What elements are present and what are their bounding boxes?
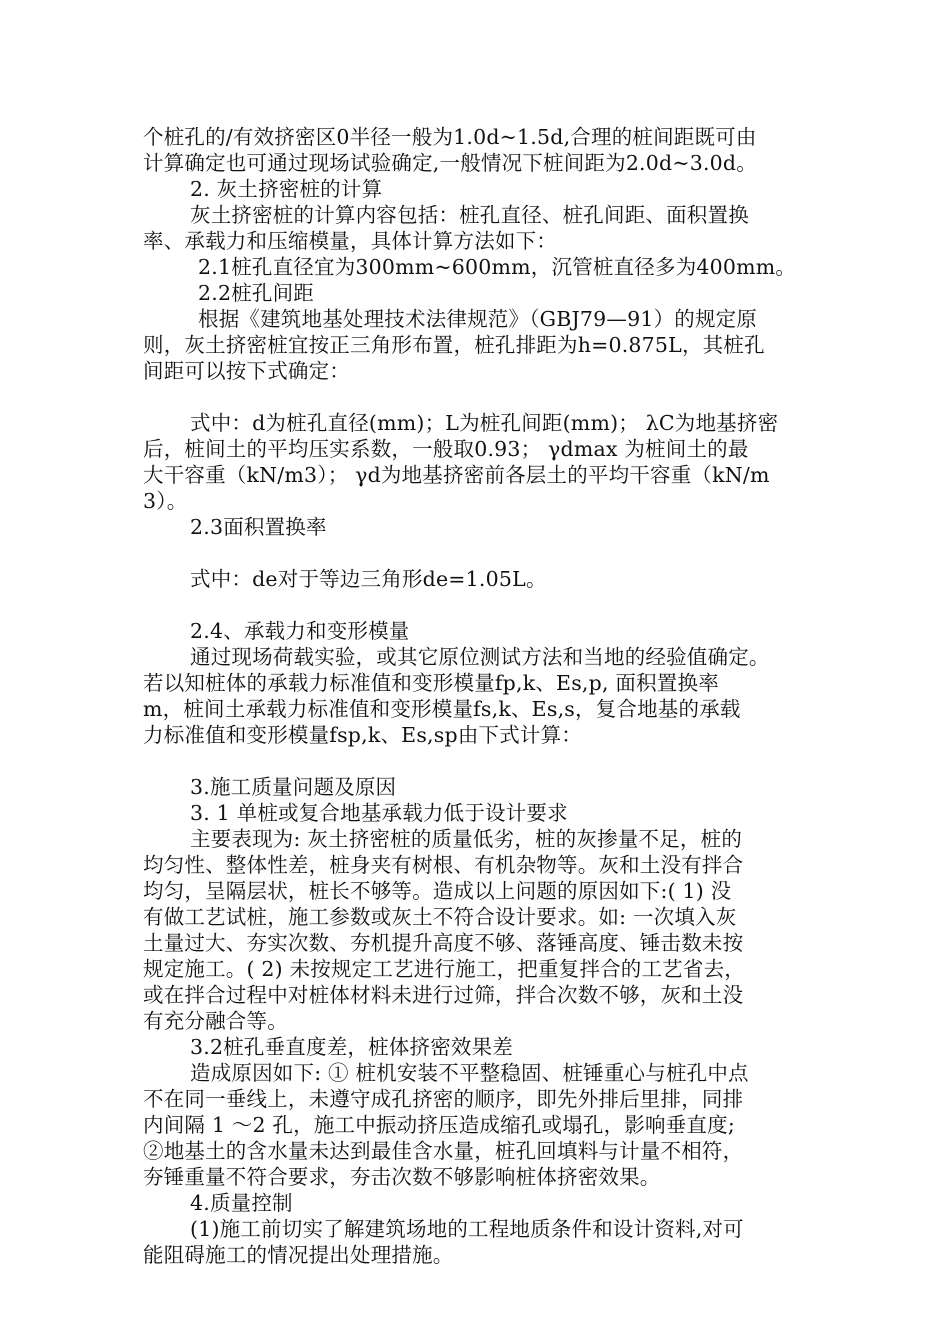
section-heading: 4.质量控制 <box>190 1191 293 1215</box>
section-heading: 2.4、承载力和变形模量 <box>190 619 410 643</box>
text-line: 式中：de对于等边三角形de=1.05L。 <box>190 567 547 591</box>
text-line: 后，桩间土的平均压实系数，一般取0.93； γdmax 为桩间土的最 <box>143 437 749 461</box>
text-line: 3）。 <box>143 489 188 513</box>
text-line: 率、承载力和压缩模量，具体计算方法如下： <box>143 229 557 253</box>
text-line: 均匀性、整体性差，桩身夹有树根、有机杂物等。灰和土没有拌合 <box>143 853 744 877</box>
text-line: 均匀，呈隔层状，桩长不够等。造成以上问题的原因如下:( 1) 没 <box>143 879 732 903</box>
section-heading: 2.2桩孔间距 <box>198 281 315 305</box>
text-line: 个桩孔的/有效挤密区0半径一般为1.0d~1.5d,合理的桩间距既可由 <box>143 125 757 149</box>
text-line: 规定施工。( 2) 未按规定工艺进行施工，把重复拌合的工艺省去， <box>143 957 745 981</box>
text-line: 若以知桩体的承载力标准值和变形模量fp,k、Es,p, 面积置换率 <box>143 671 719 695</box>
text-line: 大干容重（kN/m3）； γd为地基挤密前各层土的平均干容重（kN/m <box>143 463 770 487</box>
text-line: 能阻碍施工的情况提出处理措施。 <box>143 1243 454 1267</box>
text-line: 根据《建筑地基处理技术法律规范》（GBJ79—91）的规定原 <box>198 307 758 331</box>
text-line: 或在拌合过程中对桩体材料未进行过筛，拌合次数不够，灰和土没 <box>143 983 744 1007</box>
section-heading: 3.2桩孔垂直度差，桩体挤密效果差 <box>190 1035 514 1059</box>
section-heading: 2. 灰土挤密桩的计算 <box>190 177 383 201</box>
text-line: 夯锤重量不符合要求，夯击次数不够影响桩体挤密效果。 <box>143 1165 661 1189</box>
section-heading: 3.施工质量问题及原因 <box>190 775 397 799</box>
text-line: 则，灰土挤密桩宜按正三角形布置，桩孔排距为h=0.875L，其桩孔 <box>143 333 765 357</box>
text-line: 2.1桩孔直径宜为300mm~600mm，沉管桩直径多为400mm。 <box>198 255 797 279</box>
text-line: (1)施工前切实了解建筑场地的工程地质条件和设计资料,对可 <box>190 1217 744 1241</box>
text-line: 力标准值和变形模量fsp,k、Es,sp由下式计算： <box>143 723 583 747</box>
text-line: 有充分融合等。 <box>143 1009 288 1033</box>
text-line: 通过现场荷载实验，或其它原位测试方法和当地的经验值确定。 <box>190 645 770 669</box>
text-line: 灰土挤密桩的计算内容包括：桩孔直径、桩孔间距、面积置换 <box>190 203 749 227</box>
text-line: m，桩间土承载力标准值和变形模量fs,k、Es,s，复合地基的承载 <box>143 697 741 721</box>
section-heading: 3. 1 单桩或复合地基承载力低于设计要求 <box>190 801 568 825</box>
text-line: ②地基土的含水量未达到最佳含水量，桩孔回填料与计量不相符， <box>143 1139 744 1163</box>
text-line: 间距可以按下式确定： <box>143 359 350 383</box>
text-line: 不在同一垂线上，未遵守成孔挤密的顺序，即先外排后里排，同排 <box>143 1087 744 1111</box>
text-line: 造成原因如下: ① 桩机安装不平整稳固、桩锤重心与桩孔中点 <box>190 1061 749 1085</box>
text-line: 计算确定也可通过现场试验确定,一般情况下桩间距为2.0d~3.0d。 <box>143 151 757 175</box>
section-heading: 2.3面积置换率 <box>190 515 327 539</box>
text-line: 内间隔 1 ～2 孔，施工中振动挤压造成缩孔或塌孔，影响垂直度; <box>143 1113 735 1137</box>
text-line: 有做工艺试桩，施工参数或灰土不符合设计要求。如: 一次填入灰 <box>143 905 737 929</box>
text-line: 土量过大、夯实次数、夯机提升高度不够、落锤高度、锤击数未按 <box>143 931 744 955</box>
text-line: 主要表现为: 灰土挤密桩的质量低劣，桩的灰掺量不足，桩的 <box>190 827 743 851</box>
text-line: 式中：d为桩孔直径(mm)；L为桩孔间距(mm)； λC为地基挤密 <box>190 411 779 435</box>
